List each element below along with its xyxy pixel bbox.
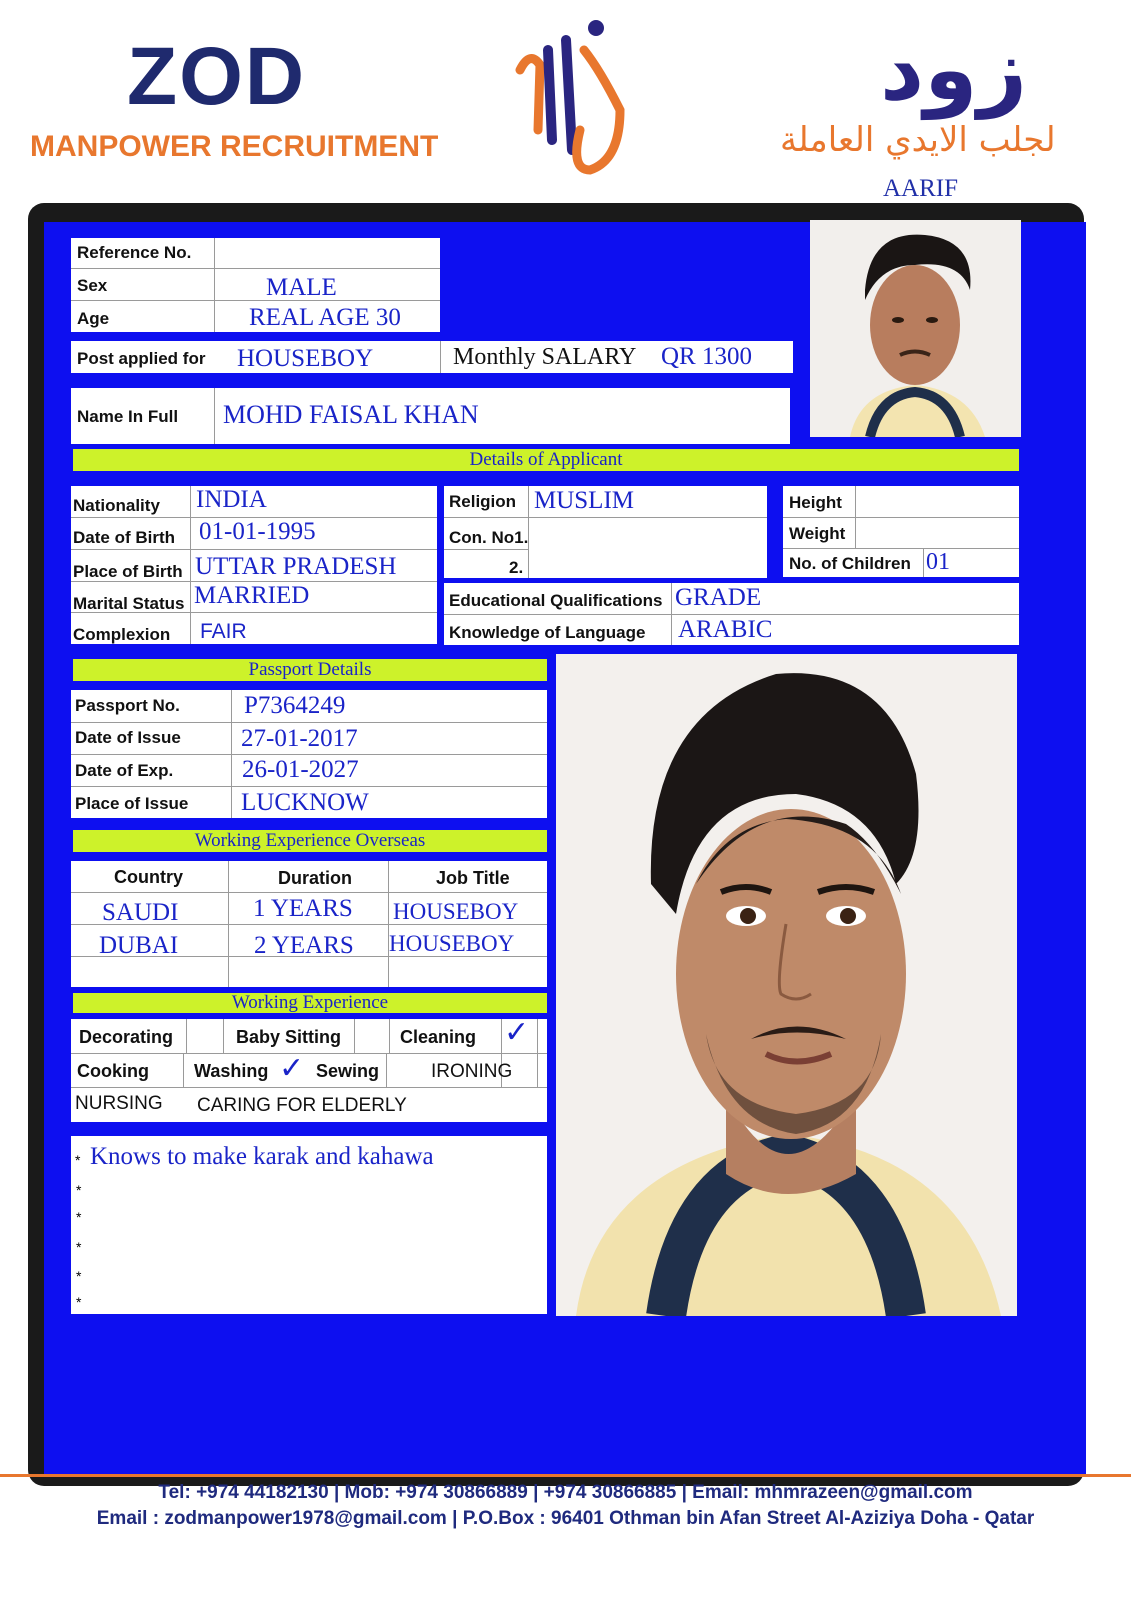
children-value: 01	[926, 549, 950, 575]
col-country: Country	[114, 867, 183, 887]
dob-label: Date of Birth	[73, 528, 175, 547]
table-cell: SAUDI	[102, 899, 179, 926]
washing-label: Washing	[194, 1061, 269, 1081]
religion-table	[444, 486, 767, 578]
nationality-value: INDIA	[196, 486, 267, 513]
table-cell: 2 YEARS	[254, 932, 354, 959]
experience-table	[71, 1015, 547, 1122]
age-label: Age	[77, 309, 110, 328]
brand-subtitle: MANPOWER RECRUITMENT	[30, 130, 439, 163]
complexion-label: Complexion	[73, 625, 171, 644]
physical-table	[783, 486, 1019, 577]
name-label: Name In Full	[77, 407, 179, 426]
pob-label: Place of Birth	[73, 562, 183, 581]
passport-no-label: Passport No.	[75, 696, 180, 715]
religion-label: Religion	[449, 492, 517, 511]
washing-check-icon: ✓	[279, 1051, 305, 1086]
post-row	[71, 341, 793, 373]
marital-value: MARRIED	[194, 582, 310, 609]
marital-label: Marital Status	[73, 594, 185, 613]
ironing-label: IRONING	[431, 1061, 513, 1082]
salary-value: QR 1300	[661, 343, 752, 370]
notes-bullet: *	[75, 1152, 81, 1168]
height-label: Height	[789, 493, 842, 512]
dob-value: 01-01-1995	[199, 518, 316, 545]
table-cell: DUBAI	[99, 932, 179, 959]
experience-header: Working Experience	[73, 993, 547, 1013]
salary-label: Monthly SALARY	[453, 344, 637, 370]
logo-icon	[500, 10, 640, 180]
language-label: Knowledge of Language	[449, 623, 646, 642]
arabic-subtitle: لجلب الايدي العاملة	[780, 120, 1056, 160]
expiry-date-value: 26-01-2027	[242, 756, 359, 783]
expiry-date-label: Date of Exp.	[75, 761, 174, 780]
overseas-header: Working Experience Overseas	[73, 830, 547, 852]
cleaning-label: Cleaning	[400, 1027, 477, 1047]
name-value: MOHD FAISAL KHAN	[223, 400, 479, 429]
issue-place-value: LUCKNOW	[241, 789, 369, 816]
passport-no-value: P7364249	[244, 692, 346, 719]
footer-contact: Tel: +974 44182130 | Mob: +974 30866889 | +974 30866885 | Email: mhmrazeen@gmail.com	[158, 1482, 973, 1503]
age-value: REAL AGE 30	[249, 304, 401, 331]
issue-place-label: Place of Issue	[75, 794, 189, 813]
agent-name: AARIF	[883, 175, 959, 202]
pob-value: UTTAR PRADESH	[195, 553, 397, 580]
passport-table	[71, 690, 547, 818]
overseas-table	[71, 861, 547, 987]
language-value: ARABIC	[678, 616, 773, 643]
details-header: Details of Applicant	[73, 449, 1019, 471]
contact-1-label: Con. No1.	[449, 528, 529, 547]
nationality-label: Nationality	[73, 496, 160, 515]
cleaning-check-icon: ✓	[504, 1015, 530, 1050]
complexion-value: FAIR	[200, 620, 247, 643]
weight-label: Weight	[789, 524, 846, 543]
applicant-left-table	[71, 486, 437, 644]
education-table	[444, 583, 1019, 645]
arabic-brand: زود	[880, 20, 1028, 120]
name-row	[71, 388, 790, 444]
issue-date-label: Date of Issue	[75, 728, 181, 747]
baby-sitting-label: Baby Sitting	[236, 1027, 342, 1047]
sewing-label: Sewing	[316, 1061, 380, 1081]
education-label: Educational Qualifications	[449, 591, 663, 610]
notes-bullet: *	[76, 1209, 82, 1225]
footer-address: Email : zodmanpower1978@gmail.com | P.O.Box : 96401 Othman bin Afan Street Al-Aziziya Doha - Qatar	[96, 1508, 1035, 1529]
notes-bullet: *	[76, 1268, 82, 1284]
passport-header: Passport Details	[73, 659, 547, 681]
decorating-label: Decorating	[79, 1027, 174, 1047]
cooking-label: Cooking	[77, 1061, 149, 1081]
notes-bullet: *	[76, 1239, 82, 1255]
education-value: GRADE	[675, 584, 762, 611]
children-label: No. of Children	[789, 554, 911, 573]
table-cell: 1 YEARS	[253, 895, 353, 922]
notes-bullet: *	[76, 1294, 82, 1310]
reference-label: Reference No.	[77, 243, 192, 262]
sex-label: Sex	[77, 276, 108, 295]
col-duration: Duration	[278, 868, 352, 888]
footer-divider	[0, 1474, 1131, 1477]
nursing-label: NURSING	[75, 1093, 163, 1114]
notes-box	[71, 1136, 547, 1314]
religion-value: MUSLIM	[534, 487, 635, 514]
issue-date-value: 27-01-2017	[241, 725, 358, 752]
notes-line-1: Knows to make karak and kahawa	[90, 1143, 434, 1170]
applicant-photo-small	[810, 220, 1021, 437]
contact-2-label: 2.	[509, 558, 524, 577]
post-value: HOUSEBOY	[237, 345, 374, 372]
top-info-table	[71, 238, 440, 332]
brand-name: ZOD	[127, 31, 307, 122]
table-cell: HOUSEBOY	[389, 931, 515, 956]
post-label: Post applied for	[77, 349, 206, 368]
notes-bullet: *	[76, 1182, 82, 1198]
applicant-photo-large	[556, 654, 1017, 1316]
col-job-title: Job Title	[436, 868, 510, 888]
table-cell: HOUSEBOY	[393, 899, 519, 924]
sex-value: MALE	[266, 274, 337, 301]
elderly-care-label: CARING FOR ELDERLY	[197, 1095, 407, 1116]
